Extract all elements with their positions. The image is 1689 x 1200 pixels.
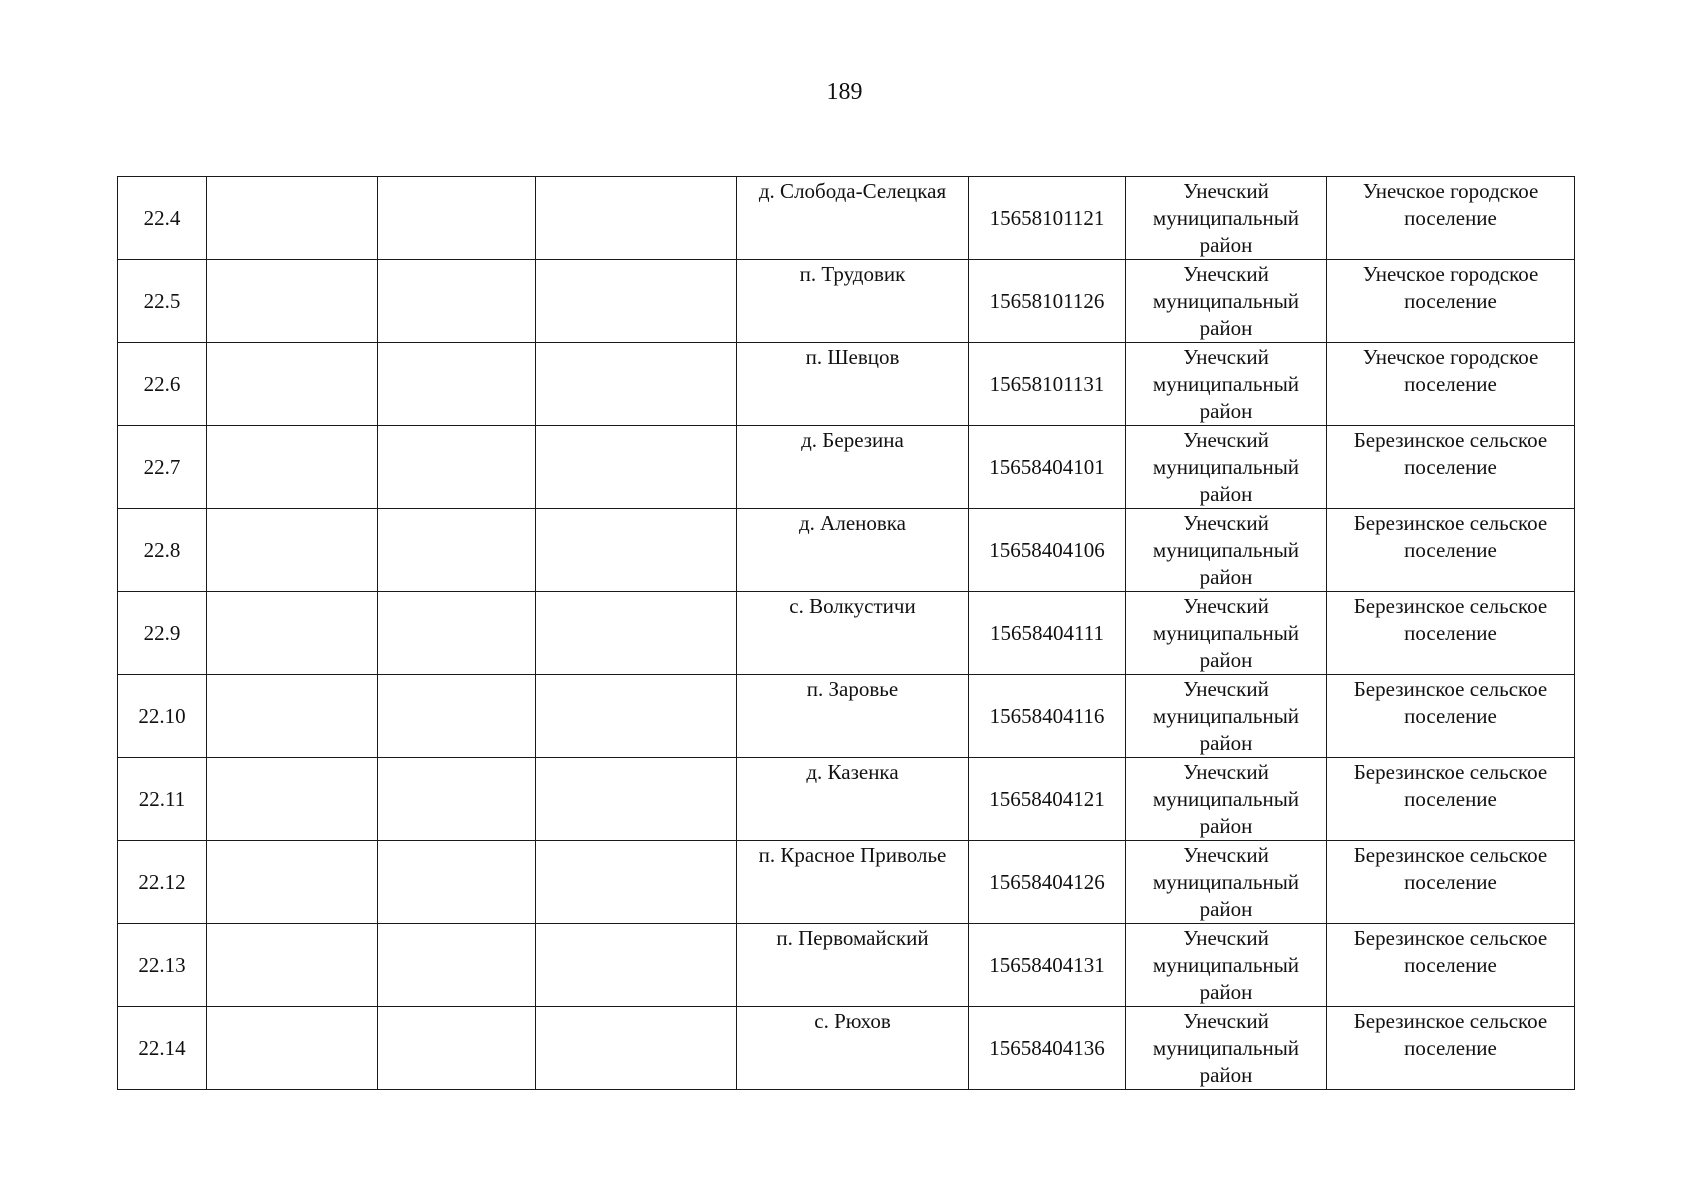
table-row	[118, 343, 1575, 426]
empty-cell	[536, 177, 737, 260]
empty-cell	[536, 841, 737, 924]
settlement-cell: Березинское сельское поселение	[1327, 924, 1575, 1007]
settlement-cell: Унечское городское поселение	[1327, 343, 1575, 426]
locality-name-cell: п. Трудовик	[737, 260, 969, 343]
empty-cell	[207, 675, 378, 758]
table-body	[118, 177, 1575, 1090]
locality-name-cell: д. Казенка	[737, 758, 969, 841]
municipal-district-cell: Унечский муниципальный район	[1126, 841, 1327, 924]
municipal-district-cell: Унечский муниципальный район	[1126, 675, 1327, 758]
settlements-table	[117, 176, 1575, 1090]
table-row	[118, 592, 1575, 675]
table-row	[118, 1007, 1575, 1090]
municipal-district-cell: Унечский муниципальный район	[1126, 343, 1327, 426]
oktmo-code-cell: 15658404111	[969, 592, 1126, 675]
locality-name-cell: с. Волкустичи	[737, 592, 969, 675]
table-row	[118, 260, 1575, 343]
settlement-cell: Березинское сельское поселение	[1327, 758, 1575, 841]
empty-cell	[378, 924, 536, 1007]
settlement-cell: Унечское городское поселение	[1327, 260, 1575, 343]
empty-cell	[378, 841, 536, 924]
settlement-cell: Березинское сельское поселение	[1327, 675, 1575, 758]
row-number-cell: 22.12	[118, 841, 207, 924]
empty-cell	[378, 1007, 536, 1090]
settlement-cell: Березинское сельское поселение	[1327, 426, 1575, 509]
locality-name-cell: с. Рюхов	[737, 1007, 969, 1090]
empty-cell	[378, 675, 536, 758]
oktmo-code-cell: 15658101131	[969, 343, 1126, 426]
municipal-district-cell: Унечский муниципальный район	[1126, 924, 1327, 1007]
empty-cell	[536, 260, 737, 343]
municipal-district-cell: Унечский муниципальный район	[1126, 177, 1327, 260]
empty-cell	[207, 177, 378, 260]
row-number-cell: 22.9	[118, 592, 207, 675]
empty-cell	[207, 924, 378, 1007]
empty-cell	[536, 675, 737, 758]
table-row	[118, 758, 1575, 841]
empty-cell	[536, 1007, 737, 1090]
table-row	[118, 426, 1575, 509]
row-number-cell: 22.5	[118, 260, 207, 343]
table-row	[118, 841, 1575, 924]
empty-cell	[536, 509, 737, 592]
row-number-cell: 22.6	[118, 343, 207, 426]
municipal-district-cell: Унечский муниципальный район	[1126, 758, 1327, 841]
row-number-cell: 22.8	[118, 509, 207, 592]
oktmo-code-cell: 15658101121	[969, 177, 1126, 260]
empty-cell	[378, 260, 536, 343]
settlement-cell: Березинское сельское поселение	[1327, 841, 1575, 924]
oktmo-code-cell: 15658404121	[969, 758, 1126, 841]
empty-cell	[207, 1007, 378, 1090]
oktmo-code-cell: 15658404101	[969, 426, 1126, 509]
empty-cell	[536, 592, 737, 675]
settlement-cell: Березинское сельское поселение	[1327, 1007, 1575, 1090]
empty-cell	[207, 841, 378, 924]
row-number-cell: 22.4	[118, 177, 207, 260]
locality-name-cell: д. Слобода-Селецкая	[737, 177, 969, 260]
municipal-district-cell: Унечский муниципальный район	[1126, 592, 1327, 675]
settlement-cell: Унечское городское поселение	[1327, 177, 1575, 260]
municipal-district-cell: Унечский муниципальный район	[1126, 509, 1327, 592]
empty-cell	[378, 758, 536, 841]
locality-name-cell: д. Аленовка	[737, 509, 969, 592]
municipal-district-cell: Унечский муниципальный район	[1126, 1007, 1327, 1090]
table-row	[118, 509, 1575, 592]
settlement-cell: Березинское сельское поселение	[1327, 509, 1575, 592]
empty-cell	[207, 426, 378, 509]
locality-name-cell: п. Шевцов	[737, 343, 969, 426]
oktmo-code-cell: 15658404126	[969, 841, 1126, 924]
table-row	[118, 675, 1575, 758]
table-row	[118, 924, 1575, 1007]
empty-cell	[378, 592, 536, 675]
empty-cell	[378, 177, 536, 260]
row-number-cell: 22.11	[118, 758, 207, 841]
oktmo-code-cell: 15658404136	[969, 1007, 1126, 1090]
row-number-cell: 22.7	[118, 426, 207, 509]
row-number-cell: 22.13	[118, 924, 207, 1007]
empty-cell	[207, 509, 378, 592]
oktmo-code-cell: 15658101126	[969, 260, 1126, 343]
municipal-district-cell: Унечский муниципальный район	[1126, 260, 1327, 343]
empty-cell	[207, 592, 378, 675]
row-number-cell: 22.10	[118, 675, 207, 758]
locality-name-cell: п. Первомайский	[737, 924, 969, 1007]
page-number: 189	[826, 79, 863, 105]
empty-cell	[207, 260, 378, 343]
locality-name-cell: д. Березина	[737, 426, 969, 509]
empty-cell	[378, 426, 536, 509]
empty-cell	[536, 343, 737, 426]
settlement-cell: Березинское сельское поселение	[1327, 592, 1575, 675]
row-number-cell: 22.14	[118, 1007, 207, 1090]
locality-name-cell: п. Красное Приволье	[737, 841, 969, 924]
empty-cell	[207, 343, 378, 426]
empty-cell	[378, 509, 536, 592]
empty-cell	[536, 924, 737, 1007]
locality-name-cell: п. Заровье	[737, 675, 969, 758]
oktmo-code-cell: 15658404106	[969, 509, 1126, 592]
empty-cell	[378, 343, 536, 426]
empty-cell	[536, 758, 737, 841]
municipal-district-cell: Унечский муниципальный район	[1126, 426, 1327, 509]
oktmo-code-cell: 15658404116	[969, 675, 1126, 758]
empty-cell	[207, 758, 378, 841]
oktmo-code-cell: 15658404131	[969, 924, 1126, 1007]
empty-cell	[536, 426, 737, 509]
table-row	[118, 177, 1575, 260]
